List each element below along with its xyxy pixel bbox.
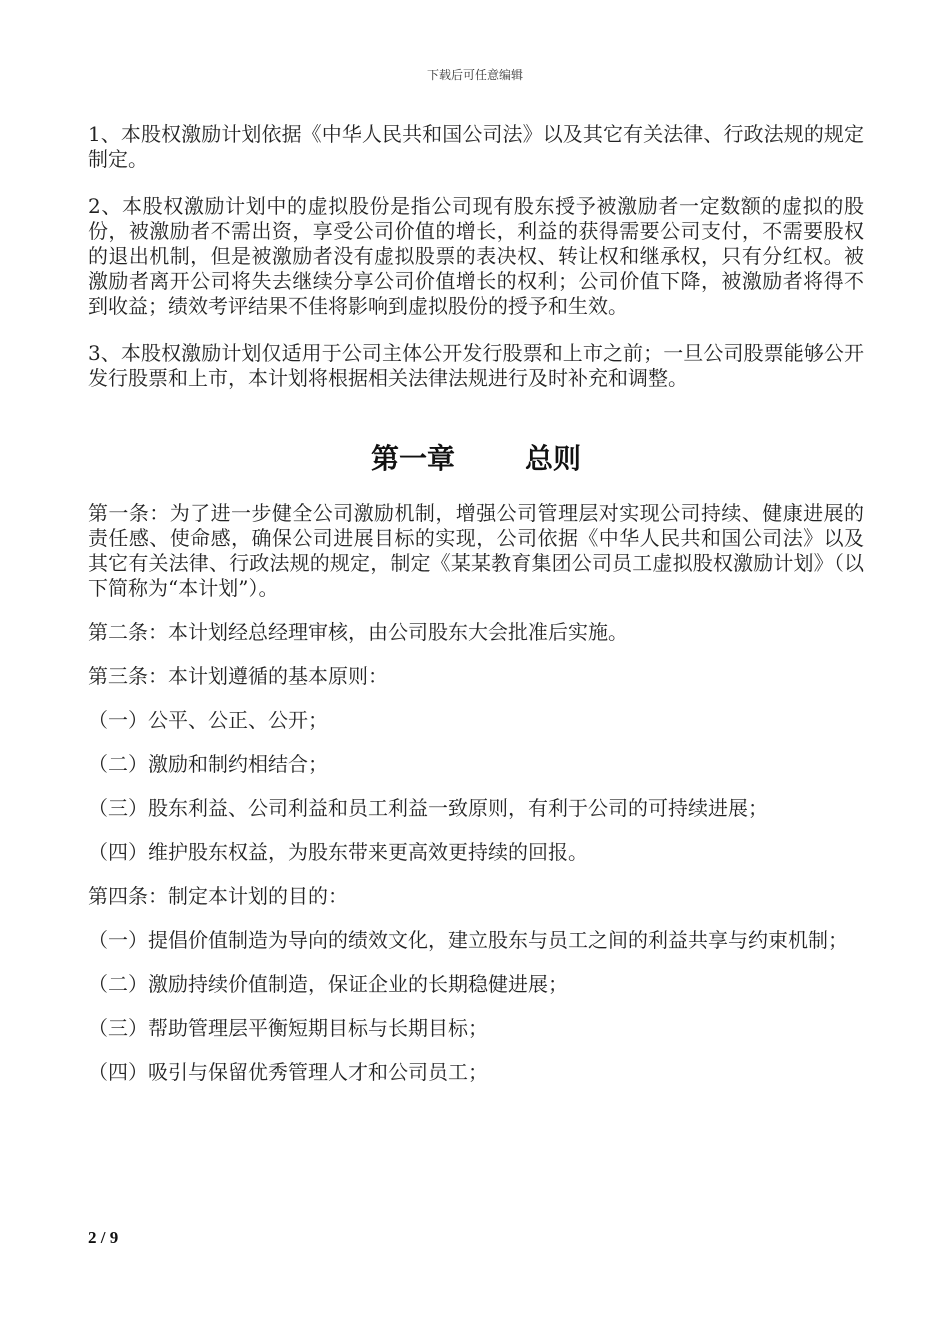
intro-paragraph-3: 3、本股权激励计划仅适用于公司主体公开发行股票和上市之前；一旦公司股票能够公开发行股票和上市，本计划将根据相关法律法规进行及时补充和调整。 <box>88 341 864 390</box>
intro-paragraph-1: 1、本股权激励计划依据《中华人民共和国公司法》以及其它有关法律、行政法规的规定制定。 <box>88 122 864 171</box>
article-3: 第三条：本计划遵循的基本原则： <box>88 664 388 688</box>
article-1: 第一条：为了进一步健全公司激励机制，增强公司管理层对实现公司持续、健康进展的责任感、使命感，确保公司进展目标的实现，公司依据《中华人民共和国公司法》以及其它有关法律、行政法规的规定，制定《某某教育集团公司员工虚拟股权激励计划》（以下简称为“本计划”）。 <box>88 501 864 600</box>
chapter-number: 第一章 <box>370 442 455 475</box>
purpose-item-1: （一）提倡价值制造为导向的绩效文化，建立股东与员工之间的利益共享与约束机制； <box>88 928 848 952</box>
purpose-item-3: （三）帮助管理层平衡短期目标与长期目标； <box>88 1016 488 1040</box>
chapter-title: 总则 <box>525 442 582 475</box>
chapter-heading <box>88 441 864 477</box>
intro-paragraph-2: 2、本股权激励计划中的虚拟股份是指公司现有股东授予被激励者一定数额的虚拟的股份，被激励者不需出资，享受公司价值的增长，利益的获得需要公司支付，不需要股权的退出机制，但是被激励者没有虚拟股票的表决权、转让权和继承权，只有分红权。被激励者离开公司将失去继续分享公司价值增长的权利；公司价值下降，被激励者将得不到收益；绩效考评结果不佳将影响到虚拟股份的授予和生效。 <box>88 194 864 318</box>
purpose-item-4: （四）吸引与保留优秀管理人才和公司员工； <box>88 1060 488 1084</box>
page-number: 2 / 9 <box>88 1228 119 1247</box>
article-4: 第四条：制定本计划的目的： <box>88 884 348 908</box>
principle-item-2: （二）激励和制约相结合； <box>88 752 328 776</box>
principle-item-3: （三）股东利益、公司利益和员工利益一致原则，有利于公司的可持续进展； <box>88 796 768 820</box>
principle-item-1: （一）公平、公正、公开； <box>88 708 328 732</box>
document-body <box>88 122 864 1085</box>
header-note: 下载后可任意编辑 <box>426 68 523 82</box>
purpose-item-2: （二）激励持续价值制造，保证企业的长期稳健进展； <box>88 972 568 996</box>
article-2: 第二条：本计划经总经理审核，由公司股东大会批准后实施。 <box>88 620 628 644</box>
principle-item-4: （四）维护股东权益，为股东带来更高效更持续的回报。 <box>88 840 588 864</box>
